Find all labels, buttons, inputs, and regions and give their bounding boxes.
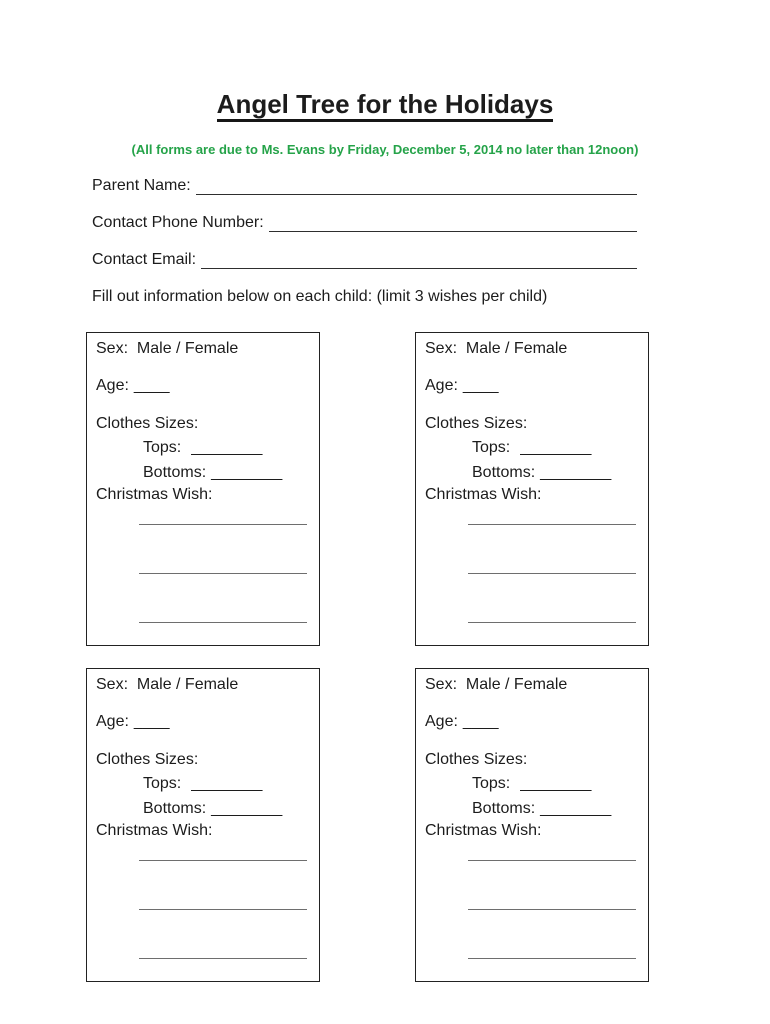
christmas-wish-label: Christmas Wish: (96, 485, 213, 503)
sex-row (96, 339, 309, 358)
title-wrap (0, 0, 770, 122)
age-row (96, 376, 309, 395)
page-title: Angel Tree for the Holidays (217, 90, 554, 122)
age-blank[interactable]: ____ (462, 376, 499, 394)
tops-row (143, 438, 309, 457)
child-card-4 (415, 668, 649, 982)
wish-line-3[interactable] (139, 622, 307, 623)
contact-fields (92, 176, 637, 269)
bottoms-row (472, 799, 638, 818)
instruction-text: Fill out information below on each child: (limit 3 wishes per child) (92, 287, 548, 305)
age-label: Age: (425, 712, 458, 730)
contact-phone-label: Contact Phone Number: (92, 213, 264, 231)
age-blank[interactable]: ____ (133, 376, 170, 394)
clothes-sizes-row (96, 414, 309, 433)
due-date-note: (All forms are due to Ms. Evans by Friday, December 5, 2014 no later than 12noon) (131, 141, 639, 157)
bottoms-blank[interactable]: ________ (211, 463, 283, 481)
age-row (425, 712, 638, 731)
parent-name-row (92, 176, 637, 195)
wish-line-1[interactable] (139, 524, 307, 525)
bottoms-label: Bottoms: (472, 463, 536, 481)
wish-line-2[interactable] (468, 909, 636, 910)
age-label: Age: (96, 712, 129, 730)
contact-phone-row (92, 213, 637, 232)
contact-email-input-line[interactable] (201, 250, 637, 269)
bottoms-row (143, 799, 309, 818)
clothes-sizes-label: Clothes Sizes: (425, 414, 528, 432)
age-row (425, 376, 638, 395)
clothes-sizes-row (425, 750, 638, 769)
wish-line-2[interactable] (139, 573, 307, 574)
tops-label: Tops: (143, 774, 182, 792)
clothes-sizes-label: Clothes Sizes: (96, 414, 199, 432)
christmas-wish-row (425, 821, 638, 840)
sex-row (96, 675, 309, 694)
tops-label: Tops: (472, 774, 511, 792)
tops-row (472, 438, 638, 457)
christmas-wish-label: Christmas Wish: (425, 485, 542, 503)
sex-label: Sex: Male / Female (425, 339, 568, 357)
christmas-wish-label: Christmas Wish: (96, 821, 213, 839)
bottoms-label: Bottoms: (143, 463, 207, 481)
bottoms-blank[interactable]: ________ (540, 799, 612, 817)
contact-email-label: Contact Email: (92, 250, 197, 268)
clothes-sizes-row (425, 414, 638, 433)
bottoms-blank[interactable]: ________ (540, 463, 612, 481)
clothes-sizes-label: Clothes Sizes: (96, 750, 199, 768)
child-cards-grid (86, 332, 649, 982)
tops-row (472, 774, 638, 793)
bottoms-blank[interactable]: ________ (211, 799, 283, 817)
tops-label: Tops: (472, 438, 511, 456)
child-card-3 (86, 668, 320, 982)
bottoms-label: Bottoms: (472, 799, 536, 817)
christmas-wish-row (96, 485, 309, 504)
age-blank[interactable]: ____ (462, 712, 499, 730)
christmas-wish-row (425, 485, 638, 504)
wish-line-1[interactable] (468, 860, 636, 861)
sex-label: Sex: Male / Female (96, 339, 239, 357)
tops-row (143, 774, 309, 793)
contact-phone-input-line[interactable] (269, 213, 637, 232)
child-card-2 (415, 332, 649, 646)
wish-line-3[interactable] (468, 622, 636, 623)
parent-name-input-line[interactable] (196, 176, 637, 195)
age-blank[interactable]: ____ (133, 712, 170, 730)
christmas-wish-label: Christmas Wish: (425, 821, 542, 839)
bottoms-label: Bottoms: (143, 799, 207, 817)
wish-line-3[interactable] (468, 958, 636, 959)
wish-line-2[interactable] (468, 573, 636, 574)
tops-blank[interactable]: ________ (520, 774, 592, 792)
parent-name-label: Parent Name: (92, 176, 191, 194)
clothes-sizes-row (96, 750, 309, 769)
sex-label: Sex: Male / Female (425, 675, 568, 693)
tops-label: Tops: (143, 438, 182, 456)
sex-row (425, 675, 638, 694)
bottoms-row (143, 463, 309, 482)
sex-row (425, 339, 638, 358)
tops-blank[interactable]: ________ (191, 774, 263, 792)
sex-label: Sex: Male / Female (96, 675, 239, 693)
clothes-sizes-label: Clothes Sizes: (425, 750, 528, 768)
wish-line-2[interactable] (139, 909, 307, 910)
contact-email-row (92, 250, 637, 269)
wish-line-1[interactable] (139, 860, 307, 861)
age-label: Age: (425, 376, 458, 394)
bottoms-row (472, 463, 638, 482)
tops-blank[interactable]: ________ (191, 438, 263, 456)
christmas-wish-row (96, 821, 309, 840)
age-label: Age: (96, 376, 129, 394)
child-card-1 (86, 332, 320, 646)
tops-blank[interactable]: ________ (520, 438, 592, 456)
wish-line-3[interactable] (139, 958, 307, 959)
age-row (96, 712, 309, 731)
wish-line-1[interactable] (468, 524, 636, 525)
